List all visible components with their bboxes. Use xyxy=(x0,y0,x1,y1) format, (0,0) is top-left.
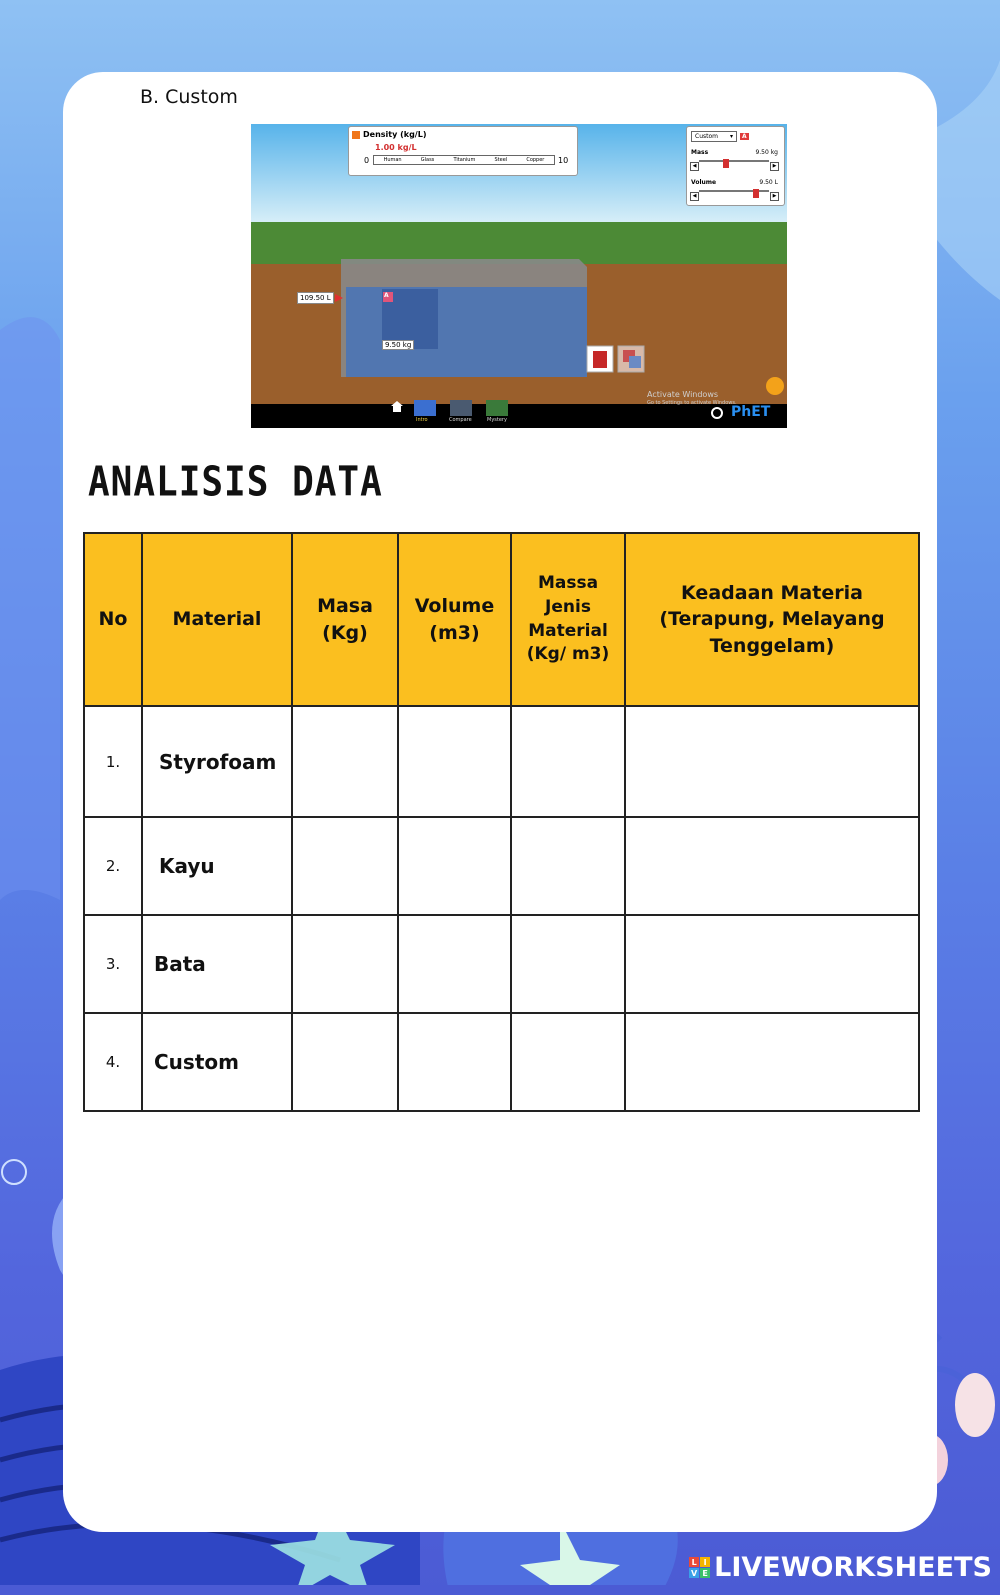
cell-density-input[interactable] xyxy=(511,706,625,817)
logo-letter: L xyxy=(689,1557,699,1567)
header-density-line3: Material xyxy=(528,620,608,641)
cell-state-input[interactable] xyxy=(625,1013,919,1111)
density-value: 1.00 kg/L xyxy=(375,143,417,152)
header-volume xyxy=(398,533,511,706)
material-dropdown[interactable] xyxy=(691,131,737,142)
header-density-line2: Jenis xyxy=(545,596,591,617)
mass-slider[interactable] xyxy=(699,160,769,162)
cell-volume-input[interactable] xyxy=(398,817,511,915)
cell-masa-input[interactable] xyxy=(292,706,398,817)
volume-slider-thumb[interactable] xyxy=(753,189,759,198)
header-state xyxy=(625,533,919,706)
header-volume-line2: (m3) xyxy=(429,621,480,644)
liveworksheets-watermark[interactable] xyxy=(689,1552,992,1583)
watermark-text: LIVEWORKSHEETS xyxy=(714,1552,992,1583)
density-scale-max: 10 xyxy=(558,156,569,165)
phet-logo[interactable]: PhET xyxy=(731,404,771,420)
mass-decrement-button[interactable]: ◀ xyxy=(690,162,699,171)
cell-volume-input[interactable] xyxy=(398,1013,511,1111)
logo-letter: I xyxy=(700,1557,710,1567)
chevron-down-icon: ▾ xyxy=(729,133,733,140)
header-no: No xyxy=(84,533,142,706)
density-panel xyxy=(348,126,578,176)
mass-slider-thumb[interactable] xyxy=(723,159,729,168)
row-number: 1. xyxy=(84,706,142,817)
density-marker: Steel xyxy=(494,157,508,163)
header-state-line3: Tenggelam) xyxy=(709,634,835,657)
header-density xyxy=(511,533,625,706)
header-density-line4: (Kg/ m3) xyxy=(526,644,610,665)
block-letter: A xyxy=(384,292,389,299)
density-scale-min: 0 xyxy=(364,156,370,165)
cell-masa-input[interactable] xyxy=(292,915,398,1013)
section-heading: ANALISIS DATA xyxy=(88,458,383,507)
density-scale xyxy=(373,155,555,165)
row-number: 2. xyxy=(84,817,142,915)
mass-value: 9.50 kg xyxy=(755,149,778,156)
mass-label: Mass xyxy=(691,149,709,156)
density-marker: Human xyxy=(383,157,402,163)
table-row xyxy=(84,817,919,915)
mass-increment-button[interactable]: ▶ xyxy=(770,162,779,171)
row-material: Kayu xyxy=(142,817,292,915)
header-masa-line2: (Kg) xyxy=(322,621,368,644)
liveworksheets-logo-icon xyxy=(689,1557,710,1578)
row-material: Styrofoam xyxy=(142,706,292,817)
cell-density-input[interactable] xyxy=(511,817,625,915)
header-masa-line1: Masa xyxy=(317,594,373,617)
density-marker: Titanium xyxy=(453,157,476,163)
nav-tab-mystery[interactable]: Mystery xyxy=(487,417,507,423)
row-material: Custom xyxy=(142,1013,292,1111)
header-volume-line1: Volume xyxy=(414,594,495,617)
logo-letter: V xyxy=(691,1568,698,1578)
block-badge: A xyxy=(742,133,747,140)
nav-tab-intro[interactable]: Intro xyxy=(416,417,428,423)
volume-value: 9.50 L xyxy=(759,179,778,186)
volume-increment-button[interactable]: ▶ xyxy=(770,192,779,201)
density-panel-title: Density (kg/L) xyxy=(363,130,427,139)
density-marker: Glass xyxy=(420,157,435,163)
cell-masa-input[interactable] xyxy=(292,817,398,915)
cell-density-input[interactable] xyxy=(511,915,625,1013)
analysis-table xyxy=(83,532,920,1112)
activate-windows-line1: Activate Windows xyxy=(647,390,719,399)
cell-state-input[interactable] xyxy=(625,706,919,817)
collapse-icon[interactable] xyxy=(352,131,360,139)
cell-volume-input[interactable] xyxy=(398,706,511,817)
volume-label: Volume xyxy=(691,179,717,186)
table-row xyxy=(84,915,919,1013)
control-panel xyxy=(686,126,785,206)
cell-masa-input[interactable] xyxy=(292,1013,398,1111)
logo-letter: E xyxy=(700,1568,710,1578)
row-material: Bata xyxy=(142,915,292,1013)
section-subtitle: B. Custom xyxy=(140,86,238,108)
header-density-line1: Massa xyxy=(537,572,599,593)
row-number: 4. xyxy=(84,1013,142,1111)
table-row xyxy=(84,1013,919,1111)
cell-state-input[interactable] xyxy=(625,915,919,1013)
header-material: Material xyxy=(142,533,292,706)
block-mass-label: 9.50 kg xyxy=(382,340,414,350)
row-number: 3. xyxy=(84,915,142,1013)
activate-windows-line2: Go to Settings to activate Windows. xyxy=(647,400,737,406)
cell-density-input[interactable] xyxy=(511,1013,625,1111)
header-state-line2: (Terapung, Melayang xyxy=(659,608,885,631)
table-header-row xyxy=(84,533,919,706)
header-masa xyxy=(292,533,398,706)
simulation-screenshot xyxy=(251,124,787,428)
water-level-readout: 109.50 L xyxy=(297,292,334,304)
nav-tab-compare[interactable]: Compare xyxy=(449,417,472,423)
volume-decrement-button[interactable]: ◀ xyxy=(690,192,699,201)
material-dropdown-value: Custom xyxy=(695,133,718,140)
cell-state-input[interactable] xyxy=(625,817,919,915)
table-row xyxy=(84,706,919,817)
cell-volume-input[interactable] xyxy=(398,915,511,1013)
density-marker: Copper xyxy=(526,157,545,163)
header-state-line1: Keadaan Materia xyxy=(681,581,863,604)
